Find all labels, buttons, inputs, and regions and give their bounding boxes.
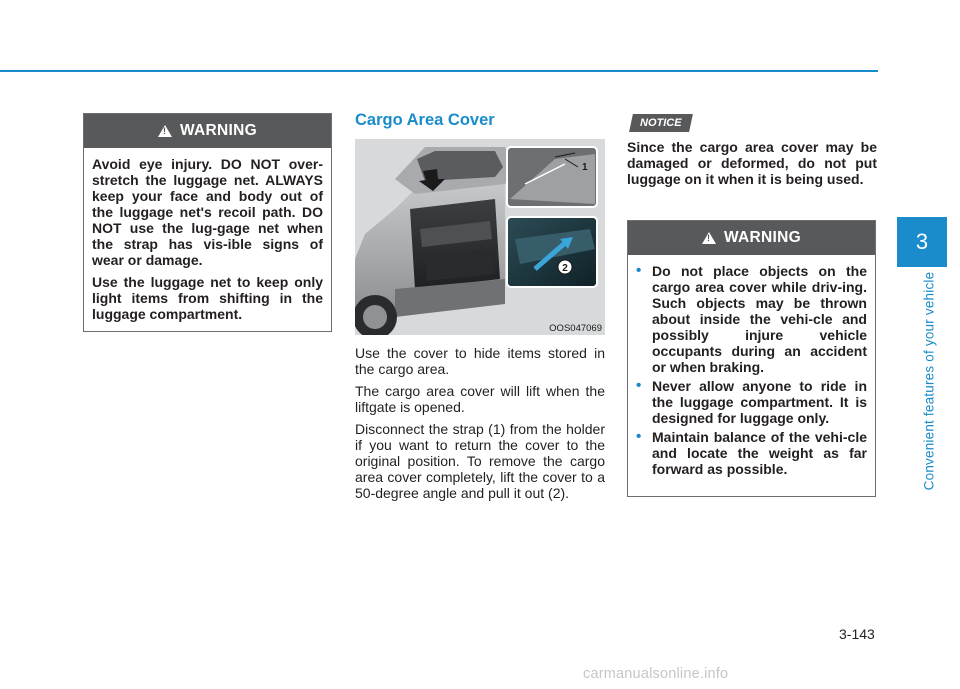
watermark: carmanualsonline.info: [583, 666, 729, 682]
body-paragraph: Disconnect the strap (1) from the holder if you want to return the cover to the original position. To remove the cargo area cover completely, lift the cover to a 50-degree angle and pull it out (2).: [355, 421, 605, 501]
warning-box-cargo-cover: [627, 220, 876, 497]
callout-2-label: 2: [562, 263, 568, 274]
warning-header: [628, 221, 875, 255]
figure-code: OOS047069: [549, 323, 602, 334]
body-paragraph: The cargo area cover will lift when the liftgate is opened.: [355, 383, 605, 415]
warning-bullet: • Do not place objects on the cargo area cover while driv-ing. Such objects may be thrown about inside the vehi-cle and possibly injure vehicle occupants during an accident or when braking.: [642, 263, 867, 375]
warning-bullet: • Maintain balance of the vehi-cle and locate the weight as far forward as possible.: [642, 429, 867, 477]
notice-label: NOTICE: [640, 117, 682, 129]
warning-heading: WARNING: [179, 122, 257, 139]
body-paragraph: Use the cover to hide items stored in the cargo area.: [355, 345, 605, 377]
warning-paragraph: Use the luggage net to keep only light items from shifting in the luggage compartment.: [92, 274, 323, 322]
section-title: Cargo Area Cover: [355, 111, 495, 129]
warning-header: [84, 114, 331, 148]
warning-icon: [158, 125, 172, 137]
chapter-title-text: Convenient features of your vehicle: [921, 271, 937, 491]
chapter-tab: 3: [897, 217, 947, 267]
warning-bullet: • Never allow anyone to ride in the luggage compartment. It is designed for luggage only.: [642, 378, 867, 426]
callout-1-label: 1: [582, 162, 588, 173]
warning-icon: [702, 232, 716, 244]
warning-body: [84, 148, 331, 338]
cargo-cover-drawing: [355, 139, 605, 335]
section-body: [355, 345, 605, 507]
page-number: 3-143: [839, 626, 875, 642]
header-rule: [0, 70, 878, 72]
notice-text: Since the cargo area cover may be damaged or deformed, do not put luggage on it when it is being used.: [627, 139, 877, 187]
cargo-cover-illustration: [355, 139, 605, 335]
warning-body: [628, 255, 875, 490]
warning-heading: WARNING: [723, 229, 801, 246]
warning-paragraph: Avoid eye injury. DO NOT over-stretch the luggage net. ALWAYS keep your face and body out of the luggage net's recoil path. DO NOT use the lug-gage net when the strap has vis-ible signs of wear or damage.: [92, 156, 323, 268]
warning-box-luggage-net: [83, 113, 332, 332]
chapter-title: [922, 270, 936, 492]
notice-badge: [629, 114, 693, 132]
